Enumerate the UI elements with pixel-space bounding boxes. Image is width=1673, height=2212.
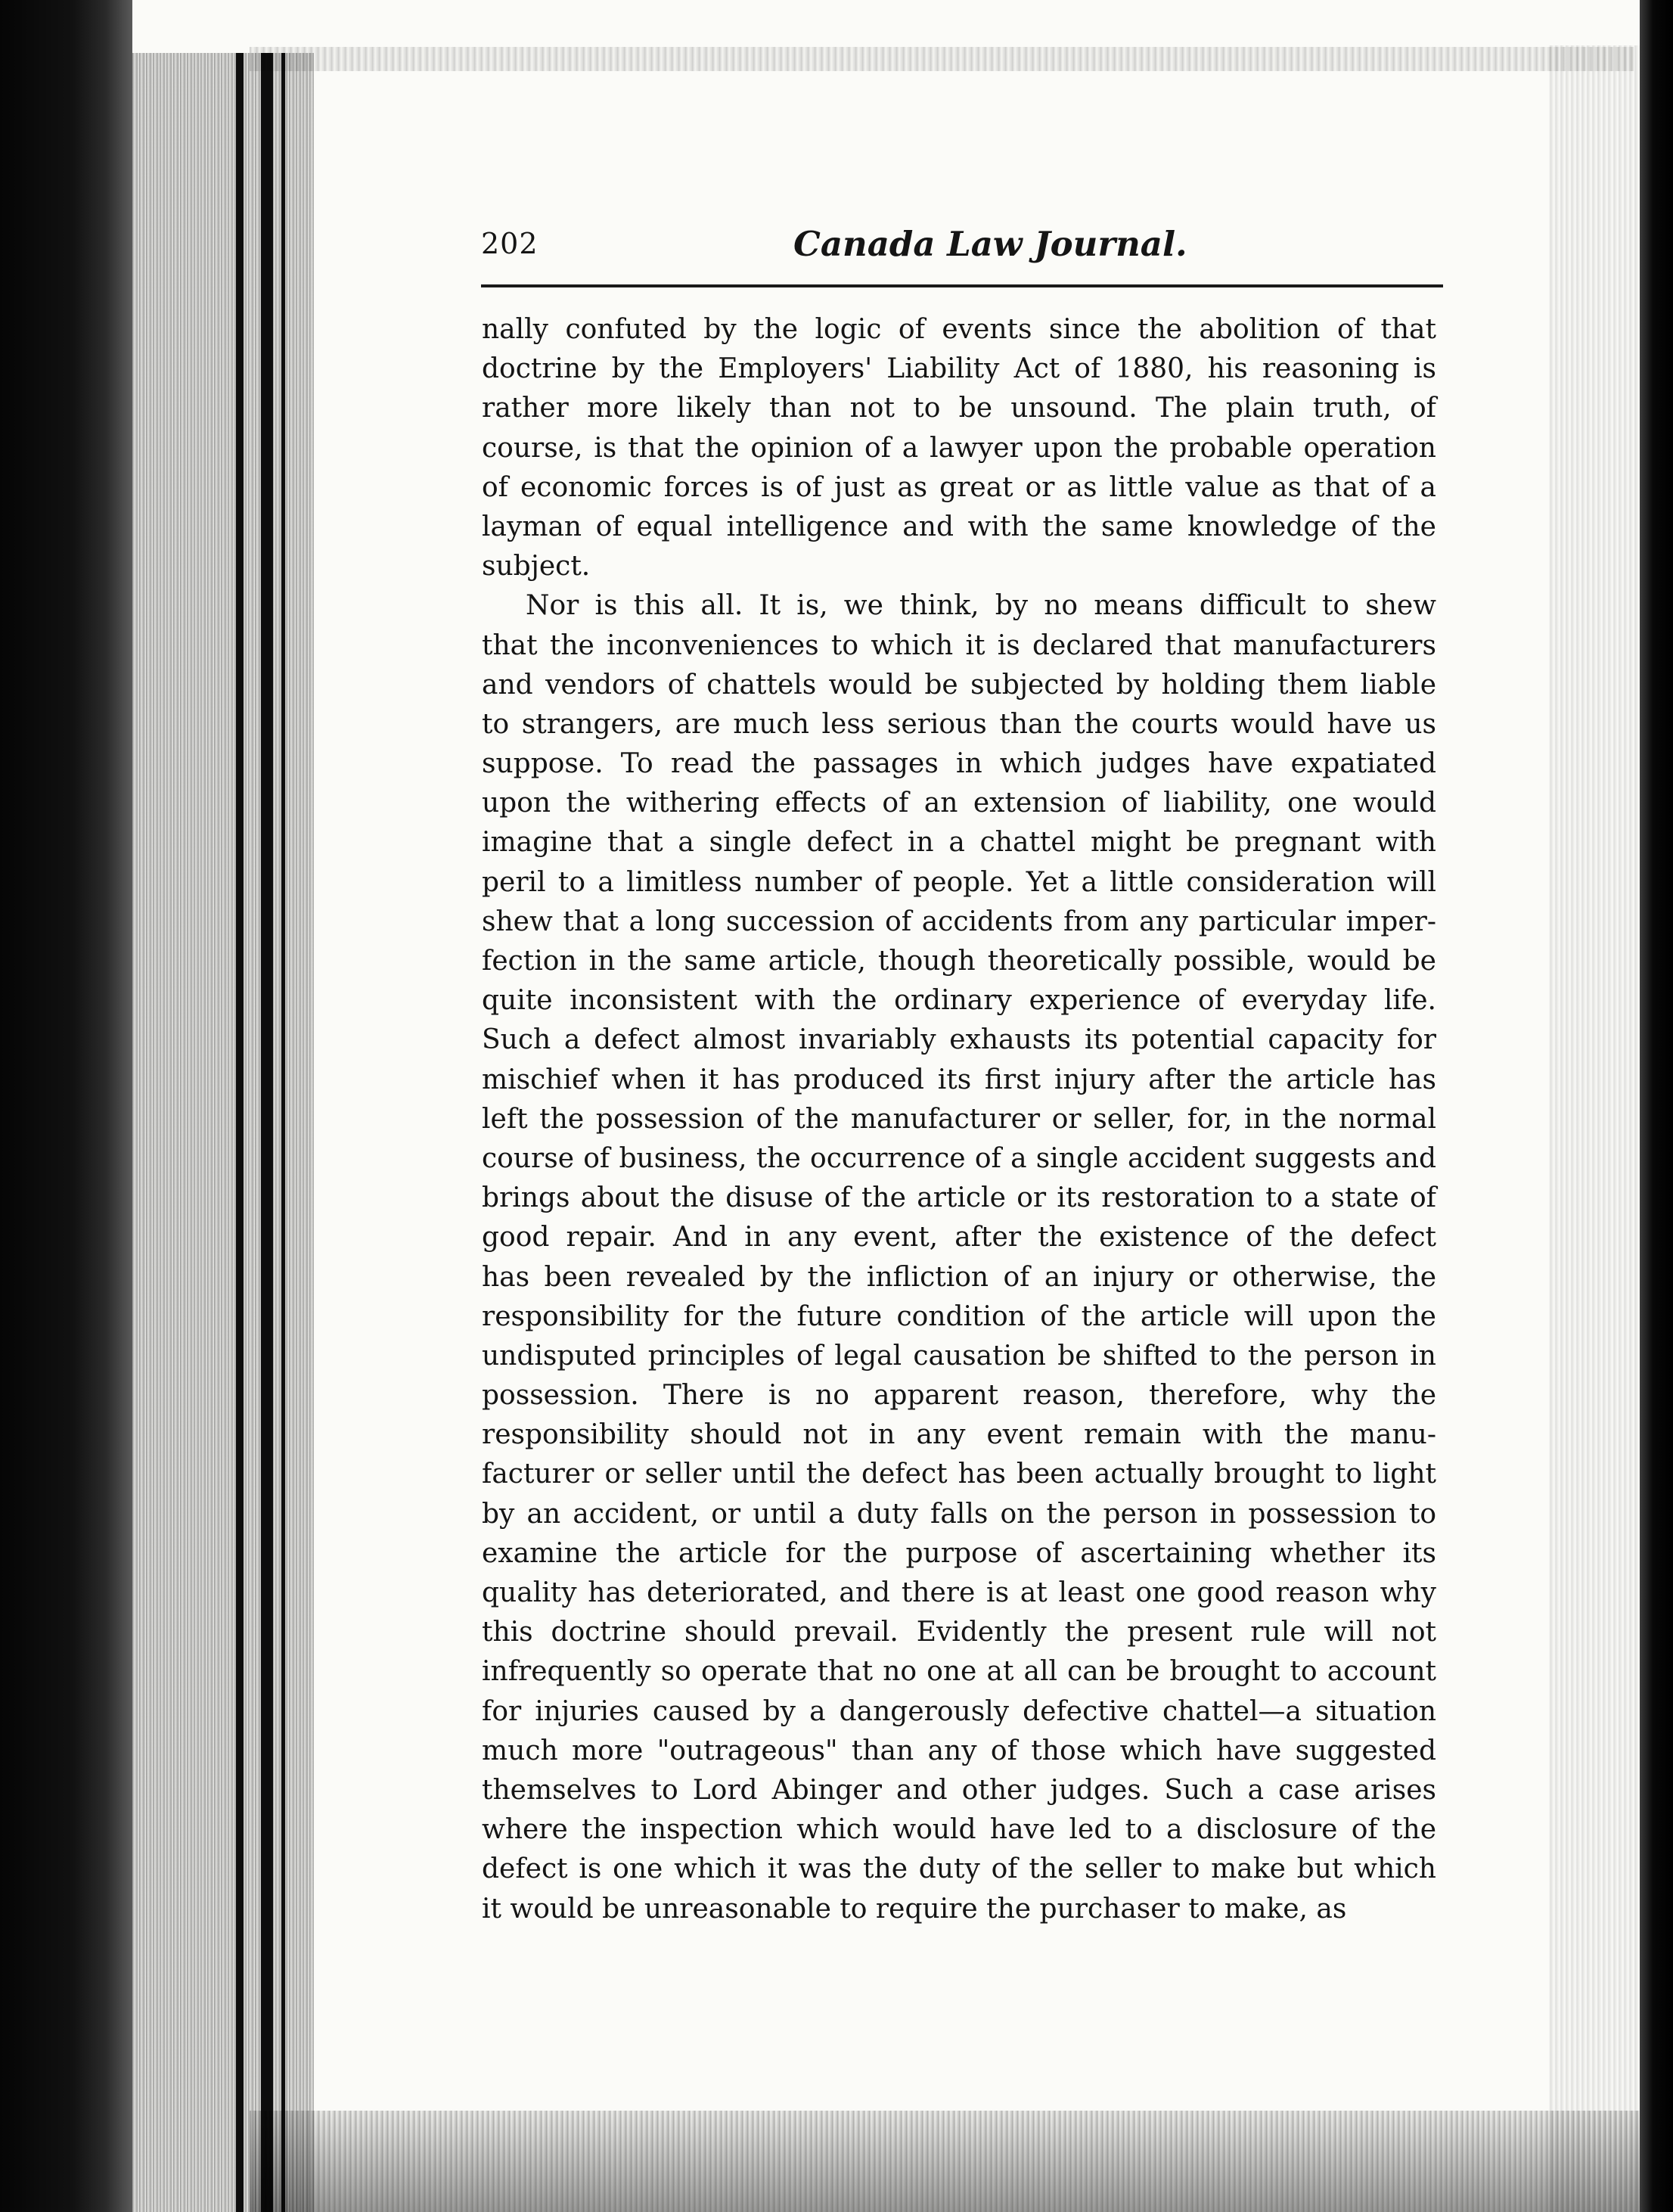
right-page-edge [1640,0,1673,2212]
text-line: it would be unreasonable to require the purchaser to make, as [482,1893,1347,1925]
text-line: rather more likely than not to be unsound. The plain truth, of [482,393,1436,424]
text-line: course, is that the opinion of a lawyer upon the probable operation [482,432,1436,464]
page-bottom-edge [250,2111,1641,2212]
text-line: examine the article for the purpose of ascertaining whether its [482,1537,1436,1569]
text-line: facturer or seller until the defect has been actually brought to light [482,1459,1436,1490]
text-line: subject. [482,551,591,583]
binding-edge-line [281,53,285,2212]
text-line: fection in the same article, though theoretically possible, would be [482,946,1436,977]
text-line: left the possession of the manufacturer or seller, for, in the normal [482,1103,1436,1135]
text-line: much more "outrageous" than any of those which have suggested [482,1735,1436,1766]
text-line: peril to a limitless number of people. Yet a little consideration will [482,866,1436,898]
text-line: responsibility for the future condition of the article will upon the [482,1300,1436,1332]
text-line: and vendors of chattels would be subjected by holding them liable [482,669,1436,701]
right-margin-noise [1549,45,1640,2212]
article-body [482,310,1436,1929]
text-line: for injuries caused by a dangerously defective chattel—a situation [482,1695,1436,1727]
text-line: brings about the disuse of the article or its restoration to a state of [482,1182,1436,1214]
journal-title: Canada Law Journal. [793,224,1187,264]
text-line: of economic forces is of just as great or as little value as that of a [482,471,1436,503]
text-line: possession. There is no apparent reason, therefore, why the [482,1380,1436,1412]
binding-edge-line [261,53,273,2212]
text-line: where the inspection which would have led to a disclosure of the [482,1814,1436,1846]
text-line: infrequently so operate that no one at all can be brought to account [482,1656,1436,1688]
text-line: doctrine by the Employers' Liability Act of 1880, his reasoning is [482,353,1436,385]
text-line: to strangers, are much less serious than the courts would have us [482,708,1436,740]
text-line: responsibility should not in any event remain with the manu- [482,1419,1436,1451]
header-rule [481,284,1443,287]
text-line: by an accident, or until a duty falls on the person in possession to [482,1498,1436,1530]
text-line: that the inconveniences to which it is declared that manufacturers [482,629,1436,661]
text-line: shew that a long succession of accidents from any particular imper- [482,906,1436,937]
text-line: Nor is this all. It is, we think, by no means difficult to shew [526,590,1436,622]
text-line: suppose. To read the passages in which judges have expatiated [482,748,1436,780]
page-top-edge [250,47,1634,71]
binding-edge-line [236,53,244,2212]
text-line: mischief when it has produced its first injury after the article has [482,1064,1436,1095]
text-line: themselves to Lord Abinger and other judges. Such a case arises [482,1774,1436,1806]
text-line: good repair. And in any event, after the existence of the defect [482,1222,1436,1254]
text-line: layman of equal intelligence and with the same knowledge of the [482,511,1436,542]
text-line: quality has deteriorated, and there is at least one good reason why [482,1577,1436,1608]
text-line: course of business, the occurrence of a single accident suggests and [482,1142,1436,1174]
running-head [481,224,1449,269]
text-line: imagine that a single defect in a chattel might be pregnant with [482,827,1436,859]
text-line: this doctrine should prevail. Evidently the present rule will not [482,1617,1436,1648]
text-line: undisputed principles of legal causation be shifted to the person in [482,1340,1436,1372]
text-line: quite inconsistent with the ordinary experience of everyday life. [482,985,1436,1017]
text-line: has been revealed by the infliction of an injury or otherwise, the [482,1261,1436,1293]
binding-scan-noise [132,53,314,2212]
page-number: 202 [481,227,539,260]
text-line: Such a defect almost invariably exhausts its potential capacity for [482,1024,1436,1056]
text-line: nally confuted by the logic of events since the abolition of that [482,314,1436,345]
text-line: defect is one which it was the duty of the seller to make but which [482,1853,1436,1885]
book-binding-shadow [0,0,132,2212]
text-line: upon the withering effects of an extension of liability, one would [482,788,1436,819]
